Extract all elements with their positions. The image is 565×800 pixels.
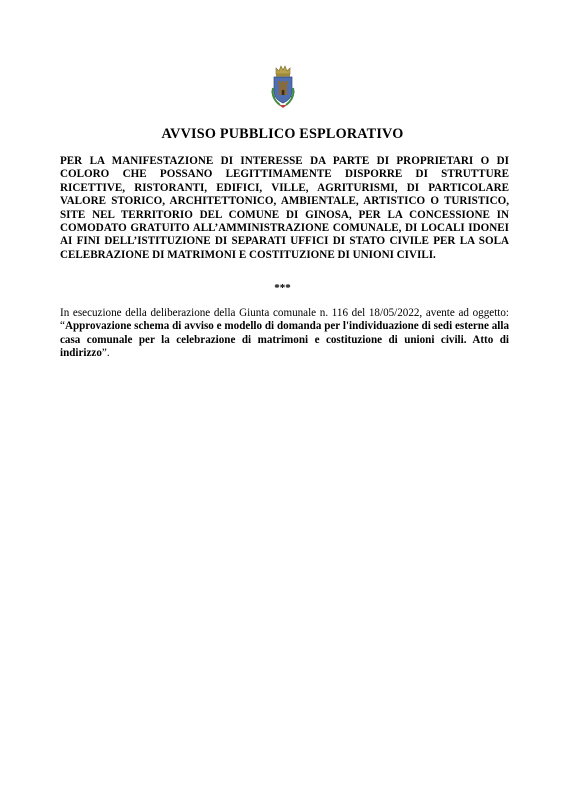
municipal-coat-of-arms-icon (268, 64, 298, 110)
document-subject: PER LA MANIFESTAZIONE DI INTERESSE DA PARTE DI PROPRIETARI O DI COLORO CHE POSSANO LEGITTIMAMENTE DISPORRE DI STRUTTURE RICETTIVE, RISTORANTI, EDIFICI, VILLE, AGRITURISMI, DI PARTICOLARE VALORE STORICO, ARCHITETTONICO, AMBIENTALE, ARTISTICO O TURISTICO, SITE NEL TERRITORIO DEL COMUNE DI GINOSA, PER LA CONCESSIONE IN COMODATO GRATUITO ALL’AMMINISTRAZIONE COMUNALE, DI LOCALI IDONEI AI FINI DELL’ISTITUZIONE DI SEPARATI UFFICI DI STATO CIVILE PER LA SOLA CELEBRAZIONE DI MATRIMONI E COSTITUZIONE DI UNIONI CIVILI. (60, 155, 509, 261)
body-open-quote: “ (60, 320, 65, 333)
body-intro-text: In esecuzione della deliberazione della Giunta comunale n. 116 del 18/05/2022, avente ad oggetto: (60, 307, 509, 319)
section-separator: *** (274, 282, 291, 294)
document-body (60, 307, 509, 361)
document-title: AVVISO PUBBLICO ESPLORATIVO (161, 126, 404, 142)
body-close-quote: ”. (101, 347, 110, 360)
body-quoted-subject: Approvazione schema di avviso e modello di domanda per l'individuazione di sedi esterne alla casa comunale per la celebrazione di matrimoni e costituzione di unioni civili. Atto di indirizzo (60, 320, 509, 360)
